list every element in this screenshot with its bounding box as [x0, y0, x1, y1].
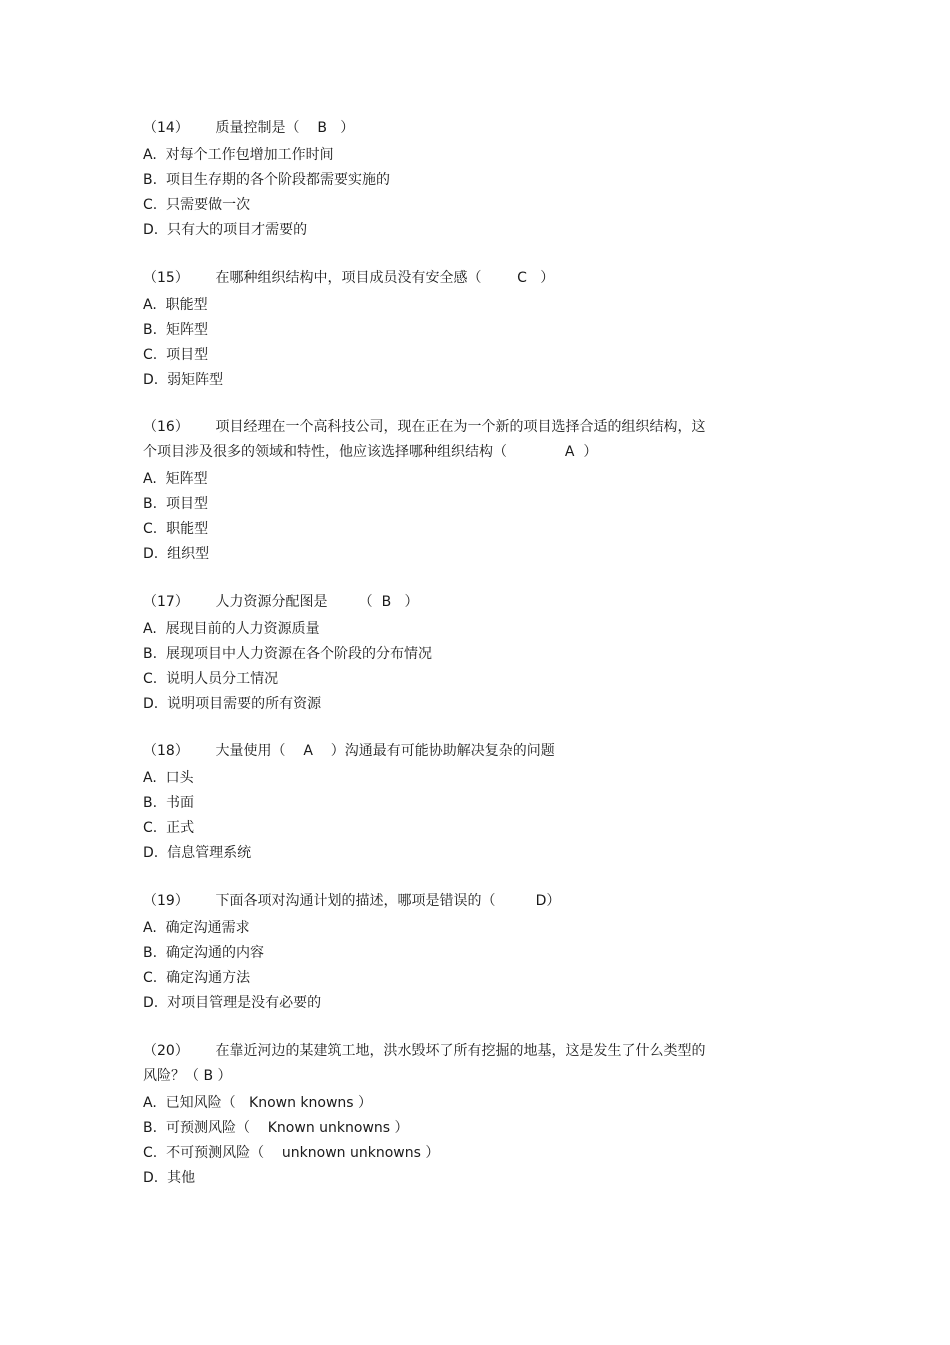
option-d: D. 组织型	[143, 546, 210, 562]
option-c: C. 不可预测风险（ unknown unknowns ）	[143, 1145, 440, 1161]
question-stem: （14） 质量控制是（ B ）	[143, 120, 355, 136]
option-a: A. 展现目前的人力资源质量	[143, 621, 320, 637]
question-15	[143, 266, 753, 393]
question-18	[143, 739, 753, 866]
option-a: A. 确定沟通需求	[143, 920, 250, 936]
question-stem: （19） 下面各项对沟通计划的描述，哪项是错误的（ D）	[143, 893, 561, 909]
question-stem-line-2: 个项目涉及很多的领域和特性，他应该选择哪种组织结构（ A ）	[143, 444, 598, 460]
option-c: C. 说明人员分工情况	[143, 671, 279, 687]
option-d: D. 弱矩阵型	[143, 372, 224, 388]
question-stem: （18） 大量使用（ A ）沟通最有可能协助解决复杂的问题	[143, 743, 555, 759]
option-c: C. 确定沟通方法	[143, 970, 251, 986]
option-b: B. 可预测风险（ Known unknowns ）	[143, 1120, 409, 1136]
question-14	[143, 116, 753, 243]
option-c: C. 正式	[143, 820, 195, 836]
option-c: C. 项目型	[143, 347, 209, 363]
question-stem-line-1: （20） 在靠近河边的某建筑工地，洪水毁坏了所有挖掘的地基，这是发生了什么类型的	[143, 1043, 706, 1059]
option-a: A. 对每个工作包增加工作时间	[143, 147, 334, 163]
question-stem-line-1: （16） 项目经理在一个高科技公司，现在正在为一个新的项目选择合适的组织结构，这	[143, 419, 706, 435]
option-d: D. 说明项目需要的所有资源	[143, 696, 322, 712]
option-d: D. 只有大的项目才需要的	[143, 222, 308, 238]
question-stem: （15） 在哪种组织结构中，项目成员没有安全感（ C ）	[143, 270, 555, 286]
question-16	[143, 415, 753, 567]
option-d: D. 对项目管理是没有必要的	[143, 995, 322, 1011]
option-c: C. 只需要做一次	[143, 197, 251, 213]
option-c: C. 职能型	[143, 521, 209, 537]
question-stem: （17） 人力资源分配图是 （ B ）	[143, 594, 419, 610]
question-19	[143, 889, 753, 1016]
question-17	[143, 590, 753, 717]
option-b: B. 书面	[143, 795, 194, 811]
option-a: A. 矩阵型	[143, 471, 208, 487]
option-b: B. 矩阵型	[143, 322, 208, 338]
option-b: B. 项目型	[143, 496, 208, 512]
option-a: A. 口头	[143, 770, 194, 786]
question-stem-line-2: 风险？（ B ）	[143, 1068, 232, 1084]
option-b: B. 确定沟通的内容	[143, 945, 264, 961]
option-a: A. 已知风险（ Known knowns ）	[143, 1095, 373, 1111]
option-b: B. 展现项目中人力资源在各个阶段的分布情况	[143, 646, 432, 662]
question-20	[143, 1039, 753, 1191]
option-a: A. 职能型	[143, 297, 208, 313]
option-d: D. 信息管理系统	[143, 845, 252, 861]
option-b: B. 项目生存期的各个阶段都需要实施的	[143, 172, 390, 188]
option-d: D. 其他	[143, 1170, 196, 1186]
